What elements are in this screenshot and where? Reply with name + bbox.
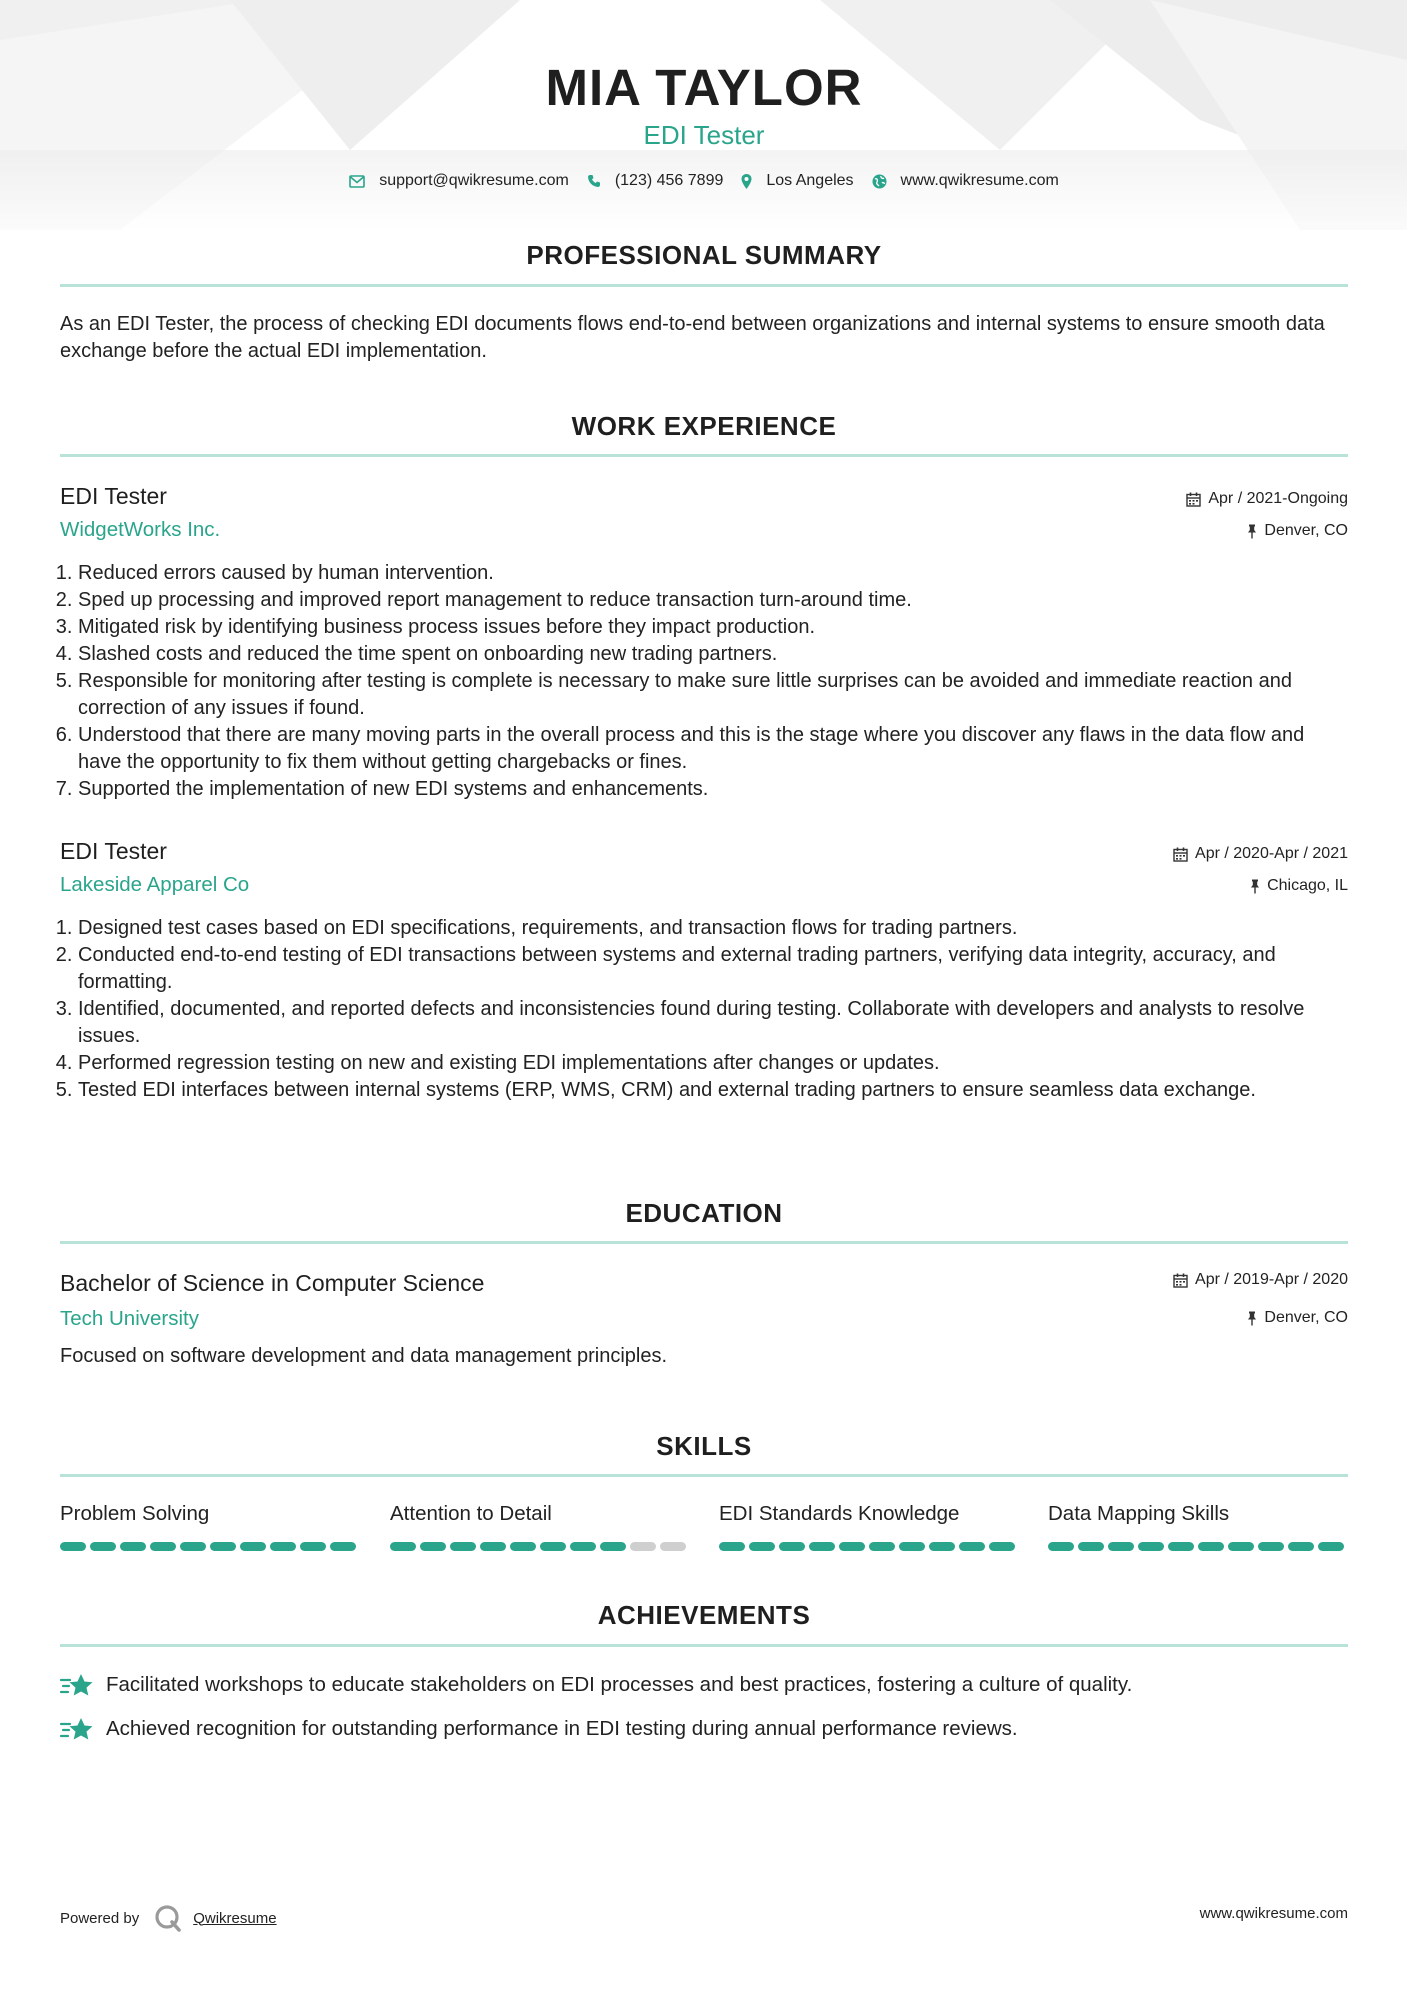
location-text: Los Angeles xyxy=(766,172,854,189)
skill-segment-filled xyxy=(1108,1542,1134,1551)
list-item: 3. Mitigated risk by identifying business process issues before they impact production. xyxy=(78,614,1348,641)
list-item: 1. Designed test cases based on EDI specifications, requirements, and transaction flows for trading partners. xyxy=(78,915,1348,942)
summary-heading: PROFESSIONAL SUMMARY xyxy=(526,240,882,270)
skill-name: Attention to Detail xyxy=(390,1502,552,1525)
candidate-name: MIA TAYLOR xyxy=(545,59,863,116)
skill-segment-filled xyxy=(1198,1542,1224,1551)
skill-segment-filled xyxy=(749,1542,775,1551)
skill-segment-filled xyxy=(90,1542,116,1551)
job-1-location xyxy=(1247,522,1348,540)
qwikresume-logo-icon xyxy=(153,1903,183,1933)
job-2-dates-text: Apr / 2020-Apr / 2021 xyxy=(1195,845,1348,862)
education-divider xyxy=(60,1241,1348,1244)
skill-segment-filled xyxy=(809,1542,835,1551)
achievement-item xyxy=(60,1716,1018,1742)
list-item: 4. Performed regression testing on new and existing EDI implementations after changes or updates. xyxy=(78,1050,1348,1077)
list-item: 6. Understood that there are many moving parts in the overall process and this is the stage where you discover any flaws in the data flow and have the opportunity to fix them without getting chargebacks or fines. xyxy=(78,722,1348,776)
skill-item xyxy=(1048,1502,1348,1530)
job-1-title: EDI Tester xyxy=(60,483,167,509)
skill-segment-filled xyxy=(779,1542,805,1551)
calendar-icon xyxy=(1173,847,1188,862)
skill-segment-filled xyxy=(1318,1542,1344,1551)
shooting-star-icon xyxy=(60,1716,94,1742)
website-text: www.qwikresume.com xyxy=(900,172,1059,189)
skill-segment-filled xyxy=(1078,1542,1104,1551)
skill-segment-filled xyxy=(180,1542,206,1551)
achievements-heading: ACHIEVEMENTS xyxy=(597,1600,811,1630)
skill-segment-filled xyxy=(959,1542,985,1551)
map-pin-icon xyxy=(741,174,752,189)
skill-segment-filled xyxy=(989,1542,1015,1551)
skill-item xyxy=(719,1502,1019,1530)
skill-segment-filled xyxy=(1258,1542,1284,1551)
shooting-star-icon xyxy=(60,1672,94,1698)
skill-segment-filled xyxy=(1048,1542,1074,1551)
job-2-location-text: Chicago, IL xyxy=(1267,877,1348,894)
skill-segment-filled xyxy=(210,1542,236,1551)
contact-location xyxy=(741,172,853,190)
skills-heading: SKILLS xyxy=(656,1431,752,1461)
job-2-bullets xyxy=(60,915,1348,1104)
skill-level-bar xyxy=(719,1542,1019,1551)
job-1-bullets xyxy=(60,560,1348,803)
skill-name: Problem Solving xyxy=(60,1502,210,1525)
skill-segment-filled xyxy=(390,1542,416,1551)
calendar-icon xyxy=(1173,1273,1188,1288)
skill-segment-filled xyxy=(330,1542,356,1551)
skill-level-bar xyxy=(1048,1542,1348,1551)
skill-segment-filled xyxy=(120,1542,146,1551)
contact-email[interactable] xyxy=(349,172,569,190)
skill-item xyxy=(390,1502,690,1530)
skill-segment-filled xyxy=(1288,1542,1314,1551)
skill-segment-filled xyxy=(869,1542,895,1551)
powered-by-label: Powered by xyxy=(60,1909,140,1927)
job-1-location-text: Denver, CO xyxy=(1264,522,1348,539)
skill-name: EDI Standards Knowledge xyxy=(719,1502,960,1525)
skill-segment-filled xyxy=(1228,1542,1254,1551)
candidate-title: EDI Tester xyxy=(643,120,765,150)
job-2-company: Lakeside Apparel Co xyxy=(60,873,250,896)
skill-segment-filled xyxy=(600,1542,626,1551)
skill-segment-empty xyxy=(630,1542,656,1551)
powered-by xyxy=(60,1903,277,1933)
skill-segment-filled xyxy=(839,1542,865,1551)
skill-segment-filled xyxy=(929,1542,955,1551)
list-item: 2. Conducted end-to-end testing of EDI transactions between systems and external trading partners, verifying data integrity, accuracy, and formatting. xyxy=(78,942,1348,996)
contact-website[interactable] xyxy=(872,172,1059,190)
skill-segment-filled xyxy=(1168,1542,1194,1551)
contact-phone[interactable] xyxy=(587,172,724,190)
skill-segment-filled xyxy=(480,1542,506,1551)
skills-divider xyxy=(60,1474,1348,1477)
pushpin-icon xyxy=(1247,1311,1257,1326)
education-location xyxy=(1247,1309,1348,1327)
achievement-text: Facilitated workshops to educate stakeholders on EDI processes and best practices, fostering a culture of quality. xyxy=(106,1673,1133,1696)
summary-text: As an EDI Tester, the process of checking EDI documents flows end-to-end between organizations and internal systems to ensure smooth data exchange before the actual EDI implementation. xyxy=(60,313,1325,362)
achievements-divider xyxy=(60,1644,1348,1647)
skill-segment-empty xyxy=(660,1542,686,1551)
list-item: 7. Supported the implementation of new EDI systems and enhancements. xyxy=(78,776,1348,803)
calendar-icon xyxy=(1186,492,1201,507)
education-location-text: Denver, CO xyxy=(1264,1309,1348,1326)
skill-level-bar xyxy=(390,1542,690,1551)
globe-icon xyxy=(872,174,887,189)
skill-segment-filled xyxy=(450,1542,476,1551)
achievement-text: Achieved recognition for outstanding performance in EDI testing during annual performance reviews. xyxy=(106,1717,1018,1740)
education-dates-text: Apr / 2019-Apr / 2020 xyxy=(1195,1271,1348,1288)
footer-website[interactable]: www.qwikresume.com xyxy=(1199,1905,1348,1922)
phone-text: (123) 456 7899 xyxy=(614,172,724,189)
email-text: support@qwikresume.com xyxy=(379,172,569,189)
skill-segment-filled xyxy=(270,1542,296,1551)
job-2-dates xyxy=(1173,845,1348,863)
list-item: 5. Tested EDI interfaces between internal systems (ERP, WMS, CRM) and external trading partners to ensure seamless data exchange. xyxy=(78,1077,1348,1104)
education-heading: EDUCATION xyxy=(625,1198,783,1228)
job-2-title: EDI Tester xyxy=(60,838,167,864)
education-dates xyxy=(1173,1271,1348,1289)
summary-divider xyxy=(60,284,1348,287)
contact-row xyxy=(60,172,1348,190)
experience-heading: WORK EXPERIENCE xyxy=(571,411,837,441)
skill-segment-filled xyxy=(570,1542,596,1551)
skill-segment-filled xyxy=(150,1542,176,1551)
achievement-item xyxy=(60,1672,1132,1698)
job-1-company: WidgetWorks Inc. xyxy=(60,518,221,541)
experience-divider xyxy=(60,454,1348,457)
skill-segment-filled xyxy=(240,1542,266,1551)
skill-segment-filled xyxy=(540,1542,566,1551)
skill-segment-filled xyxy=(1138,1542,1164,1551)
job-1-dates-text: Apr / 2021-Ongoing xyxy=(1208,490,1348,507)
resume-page xyxy=(60,0,1348,1990)
job-1-dates xyxy=(1186,490,1348,508)
skill-segment-filled xyxy=(60,1542,86,1551)
list-item: 3. Identified, documented, and reported defects and inconsistencies found during testing. Collaborate with developers and analysts to resolve issues. xyxy=(78,996,1348,1050)
skill-level-bar xyxy=(60,1542,360,1551)
education-degree: Bachelor of Science in Computer Science xyxy=(60,1270,485,1296)
skill-segment-filled xyxy=(719,1542,745,1551)
list-item: 5. Responsible for monitoring after testing is complete is necessary to make sure little surprises can be avoided and immediate reaction and correction of any issues if found. xyxy=(78,668,1348,722)
skill-name: Data Mapping Skills xyxy=(1048,1502,1230,1525)
envelope-icon xyxy=(349,175,365,188)
list-item: 1. Reduced errors caused by human intervention. xyxy=(78,560,1348,587)
skill-segment-filled xyxy=(510,1542,536,1551)
job-2-location xyxy=(1250,877,1348,895)
pushpin-icon xyxy=(1250,879,1260,894)
education-school: Tech University xyxy=(60,1307,199,1330)
skill-segment-filled xyxy=(420,1542,446,1551)
skill-segment-filled xyxy=(300,1542,326,1551)
phone-icon xyxy=(587,174,601,188)
list-item: 2. Sped up processing and improved report management to reduce transaction turn-around time. xyxy=(78,587,1348,614)
education-description: Focused on software development and data management principles. xyxy=(60,1345,668,1367)
skill-item xyxy=(60,1502,360,1530)
pushpin-icon xyxy=(1247,524,1257,539)
qwikresume-link[interactable]: Qwikresume xyxy=(193,1909,277,1927)
skill-segment-filled xyxy=(899,1542,925,1551)
list-item: 4. Slashed costs and reduced the time spent on onboarding new trading partners. xyxy=(78,641,1348,668)
